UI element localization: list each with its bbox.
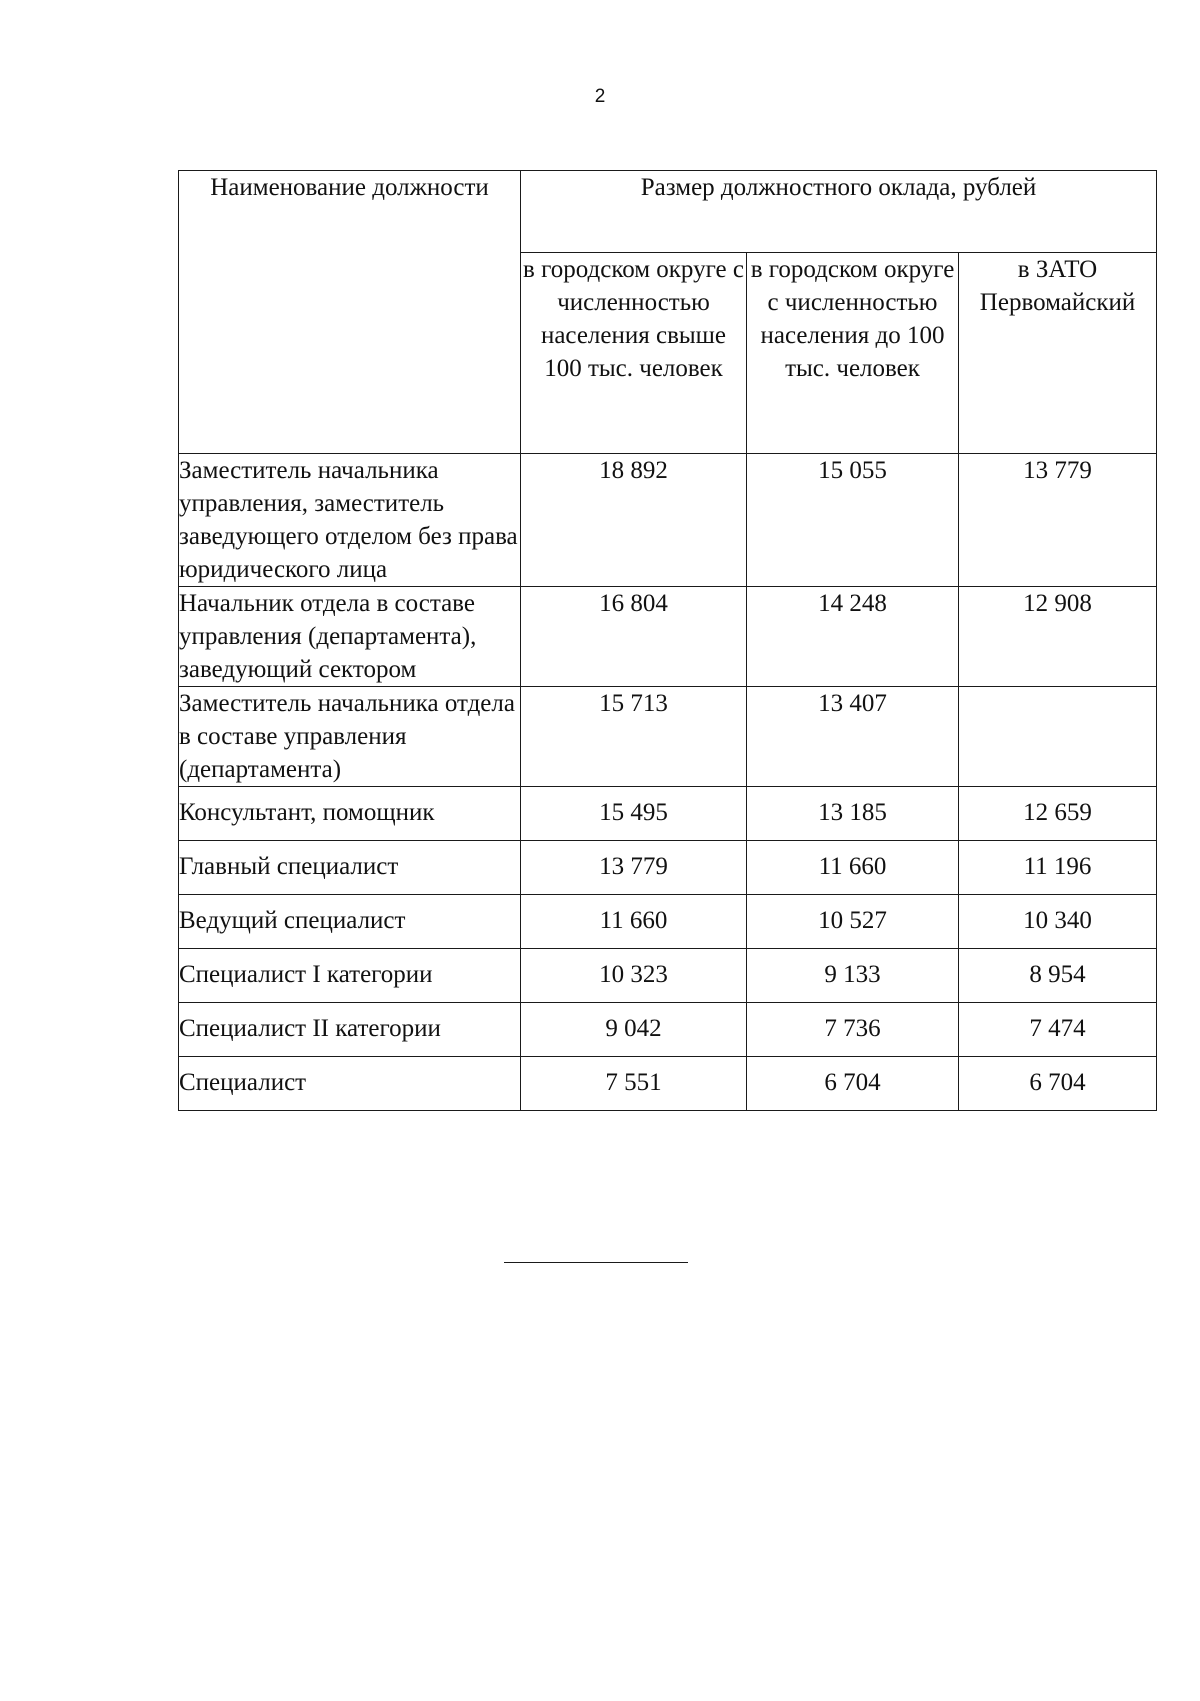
table-row: [179, 949, 1157, 1003]
table-row: [179, 687, 1157, 787]
salary-zato: 11 196: [959, 841, 1157, 895]
salary-city-over-100k: 16 804: [521, 587, 747, 687]
salary-city-under-100k: 13 407: [747, 687, 959, 787]
position-name: Специалист II категории: [179, 1003, 521, 1057]
header-salary-group: Размер должностного оклада, рублей: [521, 171, 1157, 253]
salary-zato: 10 340: [959, 895, 1157, 949]
table-row: [179, 787, 1157, 841]
header-city-under-100k: в городском округе с численностью населения до 100 тыс. человек: [747, 253, 959, 454]
position-name: Заместитель начальника управления, заместитель заведующего отделом без права юридического лица: [179, 454, 521, 587]
position-name: Главный специалист: [179, 841, 521, 895]
position-name: Консультант, помощник: [179, 787, 521, 841]
salary-zato: [959, 687, 1157, 787]
salary-zato: 6 704: [959, 1057, 1157, 1111]
position-name: Специалист: [179, 1057, 521, 1111]
position-name: Заместитель начальника отдела в составе управления (департамента): [179, 687, 521, 787]
end-of-document-line: [504, 1262, 688, 1263]
salary-city-over-100k: 9 042: [521, 1003, 747, 1057]
salary-city-under-100k: 14 248: [747, 587, 959, 687]
table-row: [179, 895, 1157, 949]
position-name: Ведущий специалист: [179, 895, 521, 949]
salary-city-under-100k: 9 133: [747, 949, 959, 1003]
position-name: Начальник отдела в составе управления (департамента), заведующий сектором: [179, 587, 521, 687]
salary-zato: 8 954: [959, 949, 1157, 1003]
salary-table: [178, 170, 1157, 1111]
salary-city-under-100k: 11 660: [747, 841, 959, 895]
salary-city-over-100k: 7 551: [521, 1057, 747, 1111]
table-row: [179, 1057, 1157, 1111]
salary-city-under-100k: 10 527: [747, 895, 959, 949]
table-row: [179, 587, 1157, 687]
position-name: Специалист I категории: [179, 949, 521, 1003]
salary-zato: 7 474: [959, 1003, 1157, 1057]
salary-city-over-100k: 11 660: [521, 895, 747, 949]
page-number: 2: [594, 86, 606, 107]
salary-city-over-100k: 18 892: [521, 454, 747, 587]
salary-zato: 13 779: [959, 454, 1157, 587]
table-row: [179, 1003, 1157, 1057]
header-zato-pervomaysky: в ЗАТО Первомайский: [959, 253, 1157, 454]
salary-zato: 12 659: [959, 787, 1157, 841]
salary-city-under-100k: 7 736: [747, 1003, 959, 1057]
salary-city-under-100k: 15 055: [747, 454, 959, 587]
salary-city-over-100k: 15 713: [521, 687, 747, 787]
salary-city-over-100k: 10 323: [521, 949, 747, 1003]
table-row: [179, 454, 1157, 587]
header-city-over-100k: в городском округе с численностью населения свыше 100 тыс. человек: [521, 253, 747, 454]
table-row: [179, 841, 1157, 895]
salary-city-under-100k: 6 704: [747, 1057, 959, 1111]
salary-zato: 12 908: [959, 587, 1157, 687]
salary-city-over-100k: 15 495: [521, 787, 747, 841]
header-position-name: Наименование должности: [179, 171, 521, 454]
salary-city-over-100k: 13 779: [521, 841, 747, 895]
salary-city-under-100k: 13 185: [747, 787, 959, 841]
